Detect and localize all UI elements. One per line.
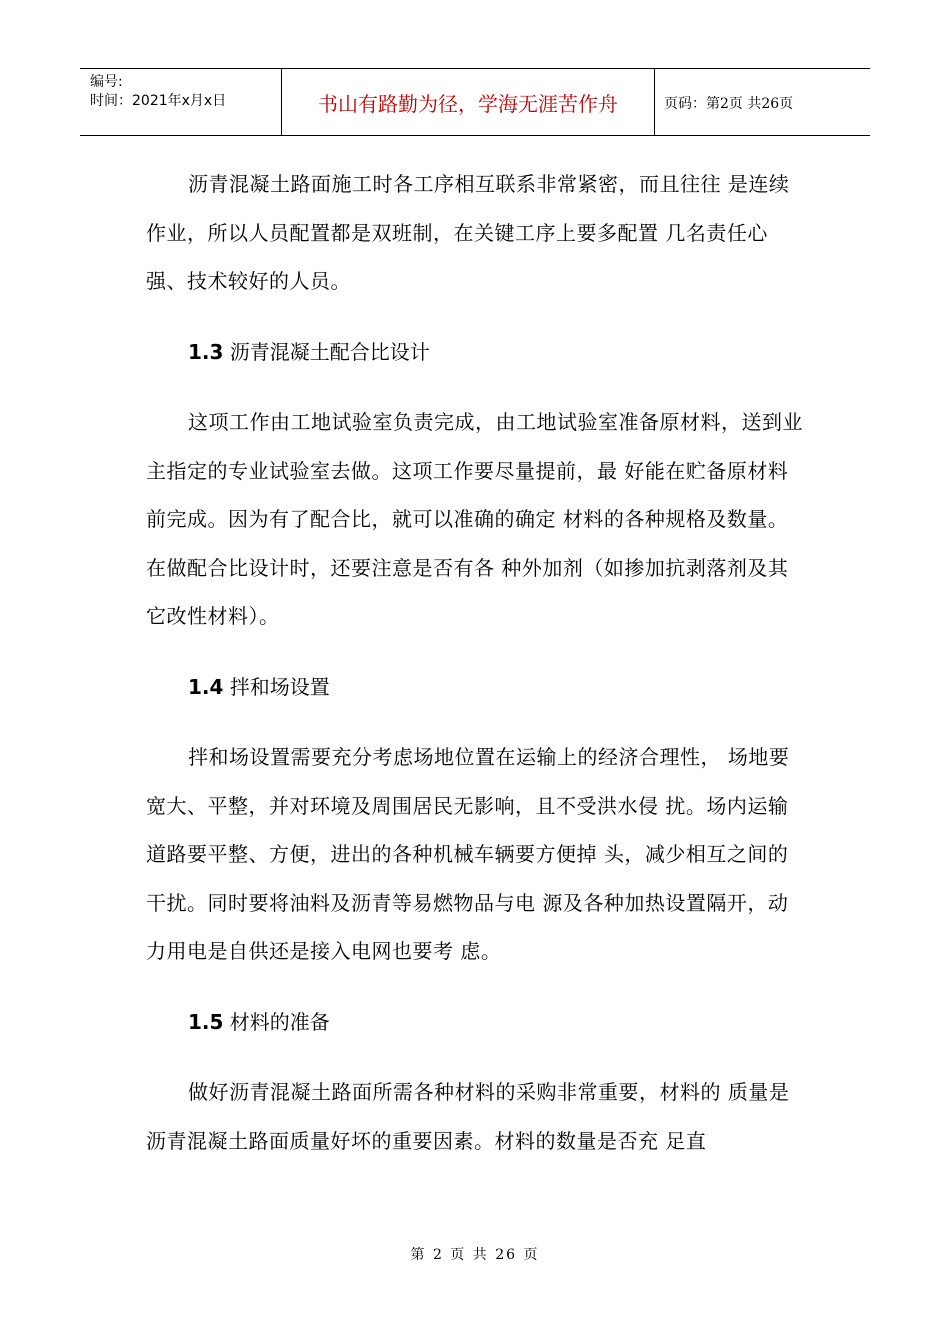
- header-meta: [90, 73, 226, 111]
- document-date: 时间：2021年x月x日: [90, 93, 227, 109]
- section-heading-1-3: [146, 328, 806, 377]
- section-heading-1-5: [146, 998, 806, 1047]
- document-code-label: 编号:: [90, 74, 123, 90]
- header-page-info: 页码：第2页 共26页: [664, 96, 794, 112]
- section-heading-1-4: [146, 663, 806, 712]
- section-title: 拌和场设置: [229, 674, 330, 699]
- page-header: [80, 68, 870, 136]
- section-number: 1.5: [188, 1009, 224, 1034]
- section-title: 沥青混凝土配合比设计: [229, 339, 430, 364]
- paragraph-staffing: 沥青混凝土路面施工时各工序相互联系非常紧密，而且往往 是连续作业，所以人员配置都是双班制，在关键工序上要多配置 几名责任心强、技术较好的人员。: [146, 172, 790, 293]
- document-body: [146, 160, 806, 1165]
- section-number: 1.3: [188, 339, 224, 364]
- section-number: 1.4: [188, 674, 224, 699]
- header-motto: 书山有路勤为径，学海无涯苦作舟: [281, 69, 655, 135]
- paragraph-mix-design: 这项工作由工地试验室负责完成，由工地试验室准备原材料，送到业主指定的专业试验室去做。这项工作要尽量提前，最 好能在贮备原材料前完成。因为有了配合比，就可以准确的确定 材料的各种规格及数量。在做配合比设计时，还要注意是否有各 种外加剂（如掺加抗剥落剂及其它改性材料）。: [146, 410, 803, 628]
- section-title: 材料的准备: [229, 1009, 330, 1034]
- paragraph-materials: 做好沥青混凝土路面所需各种材料的采购非常重要，材料的 质量是沥青混凝土路面质量好坏的重要因素。材料的数量是否充 足直: [146, 1080, 790, 1153]
- paragraph-mixing-plant: 拌和场设置需要充分考虑场地位置在运输上的经济合理性， 场地要宽大、平整，并对环境及周围居民无影响，且不受洪水侵 扰。场内运输道路要平整、方便，进出的各种机械车辆要方便掉 头，减少相互之间的干扰。同时要将油料及沥青等易燃物品与电 源及各种加热设置隔开，动力用电是自供还是接入电网也要考 虑。: [146, 745, 790, 963]
- page-footer: 第 2 页 共 26 页: [410, 1247, 540, 1263]
